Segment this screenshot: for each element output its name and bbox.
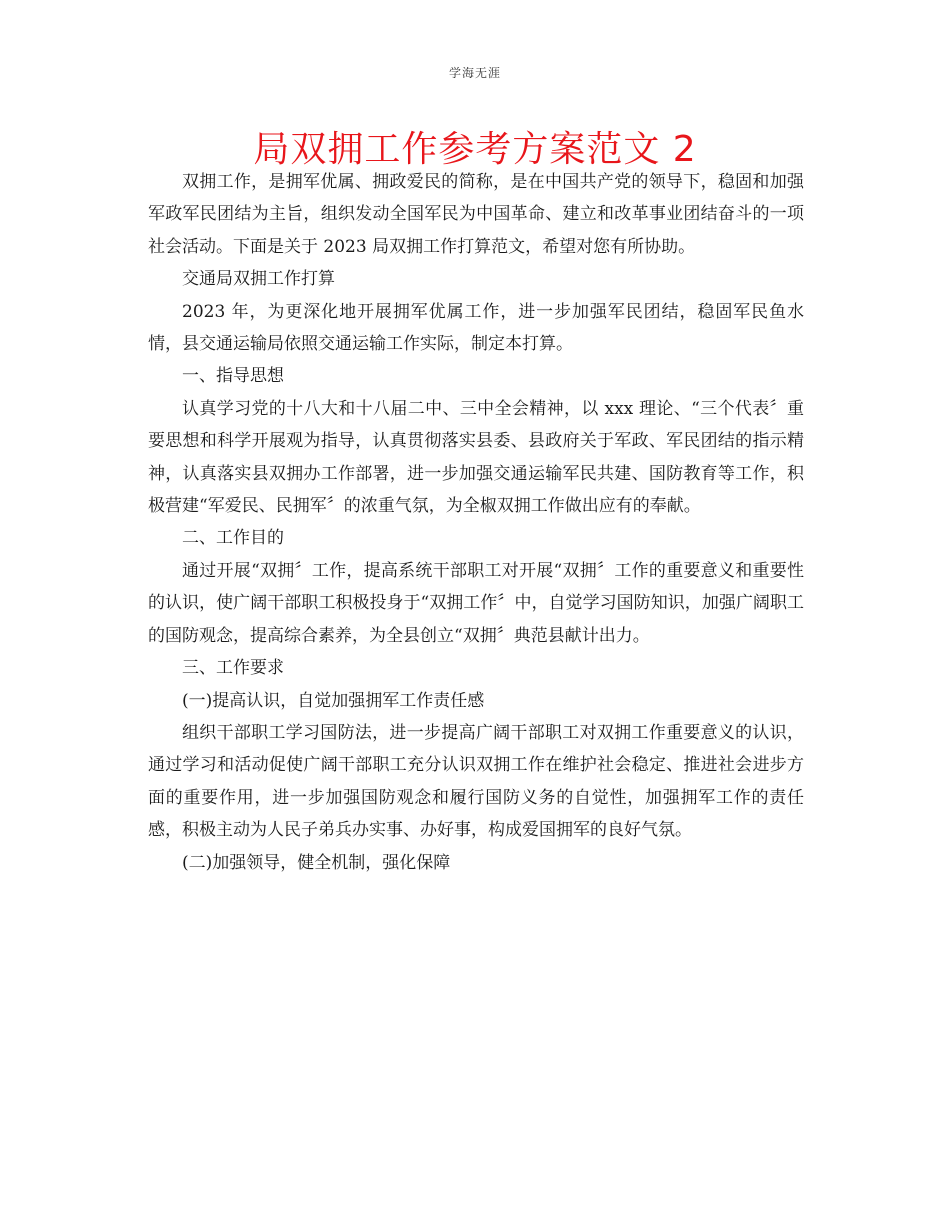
subsection-heading: (一)提高认识，自觉加强拥军工作责任感 [182, 690, 485, 711]
paragraph: 2023 年，为更深化地开展拥军优属工作，进一步加强军民团结，稳固军民鱼水情，县交通运输局依照交通运输工作实际，制定本打算。 [148, 301, 804, 355]
paragraph: 组织干部职工学习国防法，进一步提高广阔干部职工对双拥工作重要意义的认识，通过学习和活动促使广阔干部职工充分认识双拥工作在维护社会稳定、推进社会进步方面的重要作用，进一步加强国防观念和履行国防义务的自觉性，加强拥军工作的责任感，积极主动为人民子弟兵办实事、办好事，构成爱国拥军的良好气氛。 [148, 722, 804, 841]
document-title: 局双拥工作参考方案范文 2 [253, 129, 697, 170]
intro-paragraph: 双拥工作，是拥军优属、拥政爱民的简称，是在中国共产党的领导下，稳固和加强军政军民团结为主旨，组织发动全国军民为中国革命、建立和改革事业团结奋斗的一项社会活动。下面是关于 2023 局双拥工作打算范文，希望对您有所协助。 [148, 172, 804, 257]
section-heading: 三、工作要求 [182, 658, 284, 679]
document-body [148, 166, 804, 879]
paragraph: 认真学习党的十八大和十八届二中、三中全会精神，以 xxx 理论、“三个代表〞重要思想和科学开展观为指导，认真贯彻落实县委、县政府关于军政、军民团结的指示精神，认真落实县双拥办工作部署，进一步加强交通运输军民共建、国防教育等工作，积极营建“军爱民、民拥军〞的浓重气氛，为全椒双拥工作做出应有的奉献。 [148, 398, 804, 517]
paragraph: 通过开展“双拥〞工作，提高系统干部职工对开展“双拥〞工作的重要意义和重要性的认识，使广阔干部职工积极投身于“双拥工作〞中，自觉学习国防知识，加强广阔职工的国防观念，提高综合素养，为全县创立“双拥〞典范县献计出力。 [148, 560, 804, 646]
section-heading: 二、工作目的 [182, 528, 284, 549]
page-header: 学海无涯 [448, 66, 501, 80]
section-heading: 一、指导思想 [182, 366, 284, 387]
subsection-heading: (二)加强领导，健全机制，强化保障 [182, 852, 451, 873]
section-subtitle: 交通局双拥工作打算 [182, 269, 335, 290]
